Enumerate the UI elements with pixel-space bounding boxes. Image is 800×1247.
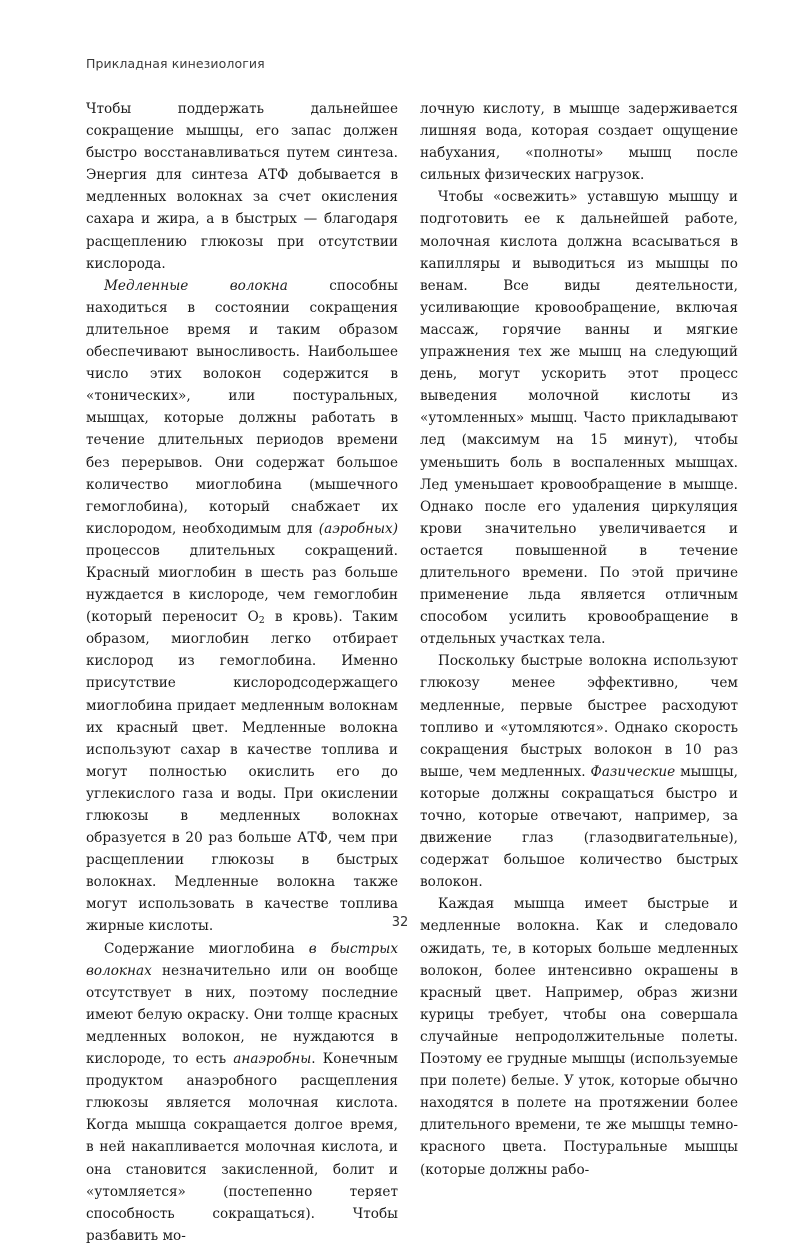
right-column <box>420 98 738 1181</box>
text-run: . Конечным продуктом анаэробного расщепления глюкозы является молочная кислота. Когда мышца сокращается долгое время, в ней накапливается молочная кислота, и она становится закисленной, болит и «утомляется» (постепенно теряет способность сокращаться). Чтобы разбавить мо- <box>86 1051 398 1244</box>
text-run: в кровь). Таким образом, миоглобин легко отбирает кислород из гемоглобина. Именно присутствие кислородсодержащего миоглобина придает медленным волокнам их красный цвет. Медленные волокна используют сахар в качестве топлива и могут полностью окислить его до углекислого газа и воды. При окислении глюкозы в медленных волокнах образуется в 20 раз больше АТФ, чем при расщеплении глюкозы в быстрых волокнах. Медленные волокна также могут использовать в качестве топлива жирные кислоты. <box>86 609 398 935</box>
text-run: незначительно или он вообще отсутствует в них, поэтому последние имеют белую окраску. Они толще красных медленных волокон, не нуждаются в кислороде, то есть <box>86 962 398 1068</box>
italic-term: в быстрых волокнах <box>86 940 398 979</box>
paragraph: Каждая мышца имеет быстрые и медленные волокна. Как и следовало ожидать, те, в которых больше медленных волокон, более интенсивно окрашены в красный цвет. Например, образ жизни курицы требует, чтобы она совершала случайные непродолжительные полеты. Поэтому ее грудные мышцы (используемые при полете) белые. У уток, которые обычно находятся в полете на протяжении более длительного времени, те же мышцы темно-красного цвета. Постуральные мышцы (которые должны рабо- <box>420 896 738 1178</box>
text-run: Содержание миоглобина <box>104 940 309 957</box>
paragraph <box>86 938 398 1247</box>
italic-term: Медленные волокна <box>104 277 288 294</box>
text-run: способны находиться в состоянии сокращения длительное время и таким образом обеспечивают выносливость. Наибольшее число этих волокон содержится в «тонических», или постуральных, мышцах, которые должны работать в течение длительных периодов времени без перерывов. Они содержат большое количество миоглобина (мышечного гемоглобина), который снабжает их кислородом, необходимым для <box>86 277 398 537</box>
paragraph: Чтобы «освежить» уставшую мышцу и подготовить ее к дальнейшей работе, молочная кислота должна всасываться в капилляры и выводиться из мышцы по венам. Все виды деятельности, усиливающие кровообращение, включая массаж, горячие ванны и мягкие упражнения тех же мышц на следующий день, могут ускорить этот процесс выведения молочной кислоты из «утомленных» мышц. Часто прикладывают лед (максимум на 15 минут), чтобы уменьшить боль в воспаленных мышцах. Лед уменьшает кровообращение в мышце. Однако после его удаления циркуляция крови значительно увеличивается и остается повышенной в течение длительного времени. По этой причине применение льда является отличным способом усилить кровообращение в отдельных участках тела. <box>420 189 738 648</box>
subscript: 2 <box>258 615 265 627</box>
italic-term: Фазические <box>590 763 676 780</box>
text-run: мышцы, которые должны сокращаться быстро и точно, которые отвечают, например, за движение глаз (глазодвигательные), содержат большое количество быстрых волокон. <box>420 763 738 891</box>
paragraph <box>420 650 738 893</box>
paragraph: лочную кислоту, в мышце задерживается лишняя вода, которая создает ощущение набухания, «полноты» мышц после сильных физических нагрузок. <box>420 101 738 184</box>
italic-term: анаэробны <box>233 1051 312 1068</box>
paragraph <box>86 275 398 938</box>
left-column <box>86 98 398 1247</box>
text-run: Поскольку быстрые волокна используют глюкозу менее эффективно, чем медленные, первые быстрее расходуют топливо и «утомляются». Однако скорость сокращения быстрых волокон в 10 раз выше, чем медленных. <box>420 653 738 780</box>
running-header: Прикладная кинезиология <box>86 56 265 71</box>
page-number: 32 <box>391 915 409 930</box>
text-run: процессов длительных сокращений. Красный миоглобин в шесть раз больше нуждается в кислороде, чем гемоглобин (который переносит О <box>86 542 398 626</box>
italic-term: (аэробных) <box>318 520 398 537</box>
paragraph: Чтобы поддержать дальнейшее сокращение мышцы, его запас должен быстро восстанавливаться путем синтеза. Энергия для синтеза АТФ добывается в медленных волокнах за счет окисления сахара и жира, а в быстрых — благодаря расщеплению глюкозы при отсутствии кислорода. <box>86 101 398 272</box>
